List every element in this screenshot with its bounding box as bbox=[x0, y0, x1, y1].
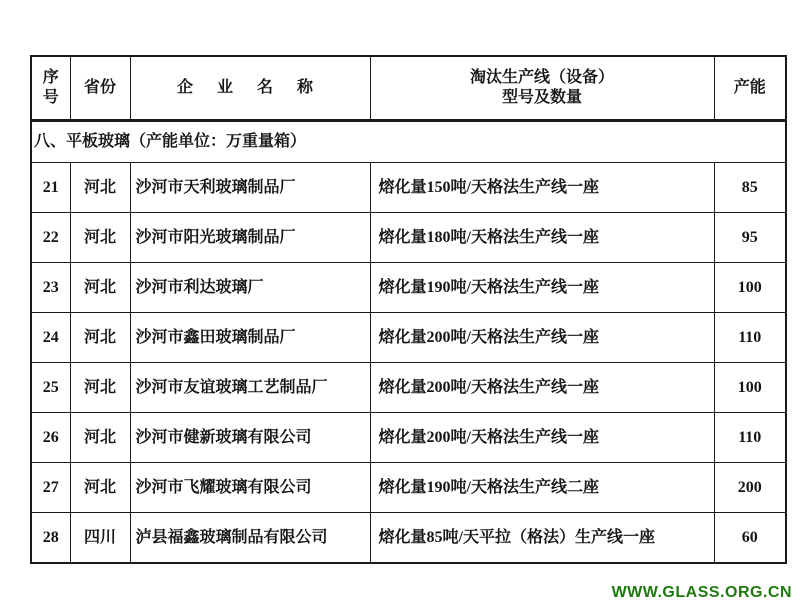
cell-line: 熔化量200吨/天格法生产线一座 bbox=[370, 313, 714, 363]
table-row bbox=[31, 263, 786, 313]
cell-province: 河北 bbox=[70, 413, 130, 463]
cell-province: 河北 bbox=[70, 163, 130, 213]
cell-serial: 28 bbox=[31, 513, 70, 564]
cell-province: 河北 bbox=[70, 213, 130, 263]
cell-company: 沙河市鑫田玻璃制品厂 bbox=[130, 313, 370, 363]
cell-province: 河北 bbox=[70, 463, 130, 513]
cell-company: 沙河市友谊玻璃工艺制品厂 bbox=[130, 363, 370, 413]
section-title: 八、平板玻璃（产能单位：万重量箱） bbox=[31, 121, 786, 163]
cell-serial: 22 bbox=[31, 213, 70, 263]
header-line-type-line1: 淘汰生产线（设备） bbox=[469, 69, 614, 86]
cell-capacity: 95 bbox=[714, 213, 786, 263]
header-serial: 序号 bbox=[31, 56, 70, 121]
site-watermark: WWW.GLASS.ORG.CN bbox=[611, 584, 792, 601]
cell-capacity: 200 bbox=[714, 463, 786, 513]
cell-serial: 21 bbox=[31, 163, 70, 213]
cell-serial: 26 bbox=[31, 413, 70, 463]
table-row bbox=[31, 363, 786, 413]
table-row bbox=[31, 513, 786, 564]
cell-line: 熔化量200吨/天格法生产线一座 bbox=[370, 413, 714, 463]
cell-capacity: 100 bbox=[714, 363, 786, 413]
cell-line: 熔化量200吨/天格法生产线一座 bbox=[370, 363, 714, 413]
table-header-row bbox=[31, 56, 786, 121]
header-line-type-line2: 型号及数量 bbox=[501, 89, 582, 106]
section-row bbox=[31, 121, 786, 163]
elimination-table bbox=[30, 55, 787, 564]
cell-company: 泸县福鑫玻璃制品有限公司 bbox=[130, 513, 370, 564]
cell-line: 熔化量180吨/天格法生产线一座 bbox=[370, 213, 714, 263]
cell-capacity: 110 bbox=[714, 413, 786, 463]
cell-line: 熔化量85吨/天平拉（格法）生产线一座 bbox=[370, 513, 714, 564]
cell-serial: 27 bbox=[31, 463, 70, 513]
header-province: 省份 bbox=[70, 56, 130, 121]
table-row bbox=[31, 463, 786, 513]
cell-line: 熔化量190吨/天格法生产线一座 bbox=[370, 263, 714, 313]
table-row bbox=[31, 213, 786, 263]
header-line-type bbox=[370, 56, 714, 121]
cell-company: 沙河市健新玻璃有限公司 bbox=[130, 413, 370, 463]
cell-serial: 24 bbox=[31, 313, 70, 363]
cell-capacity: 85 bbox=[714, 163, 786, 213]
cell-province: 河北 bbox=[70, 313, 130, 363]
header-company: 企 业 名 称 bbox=[130, 56, 370, 121]
cell-line: 熔化量150吨/天格法生产线一座 bbox=[370, 163, 714, 213]
table-row bbox=[31, 413, 786, 463]
cell-capacity: 100 bbox=[714, 263, 786, 313]
cell-company: 沙河市天利玻璃制品厂 bbox=[130, 163, 370, 213]
cell-line: 熔化量190吨/天格法生产线二座 bbox=[370, 463, 714, 513]
cell-province: 河北 bbox=[70, 363, 130, 413]
cell-province: 河北 bbox=[70, 263, 130, 313]
cell-capacity: 110 bbox=[714, 313, 786, 363]
table-row bbox=[31, 163, 786, 213]
cell-company: 沙河市阳光玻璃制品厂 bbox=[130, 213, 370, 263]
header-capacity: 产能 bbox=[714, 56, 786, 121]
cell-province: 四川 bbox=[70, 513, 130, 564]
cell-serial: 23 bbox=[31, 263, 70, 313]
cell-company: 沙河市飞耀玻璃有限公司 bbox=[130, 463, 370, 513]
cell-company: 沙河市利达玻璃厂 bbox=[130, 263, 370, 313]
cell-serial: 25 bbox=[31, 363, 70, 413]
cell-capacity: 60 bbox=[714, 513, 786, 564]
table-row bbox=[31, 313, 786, 363]
